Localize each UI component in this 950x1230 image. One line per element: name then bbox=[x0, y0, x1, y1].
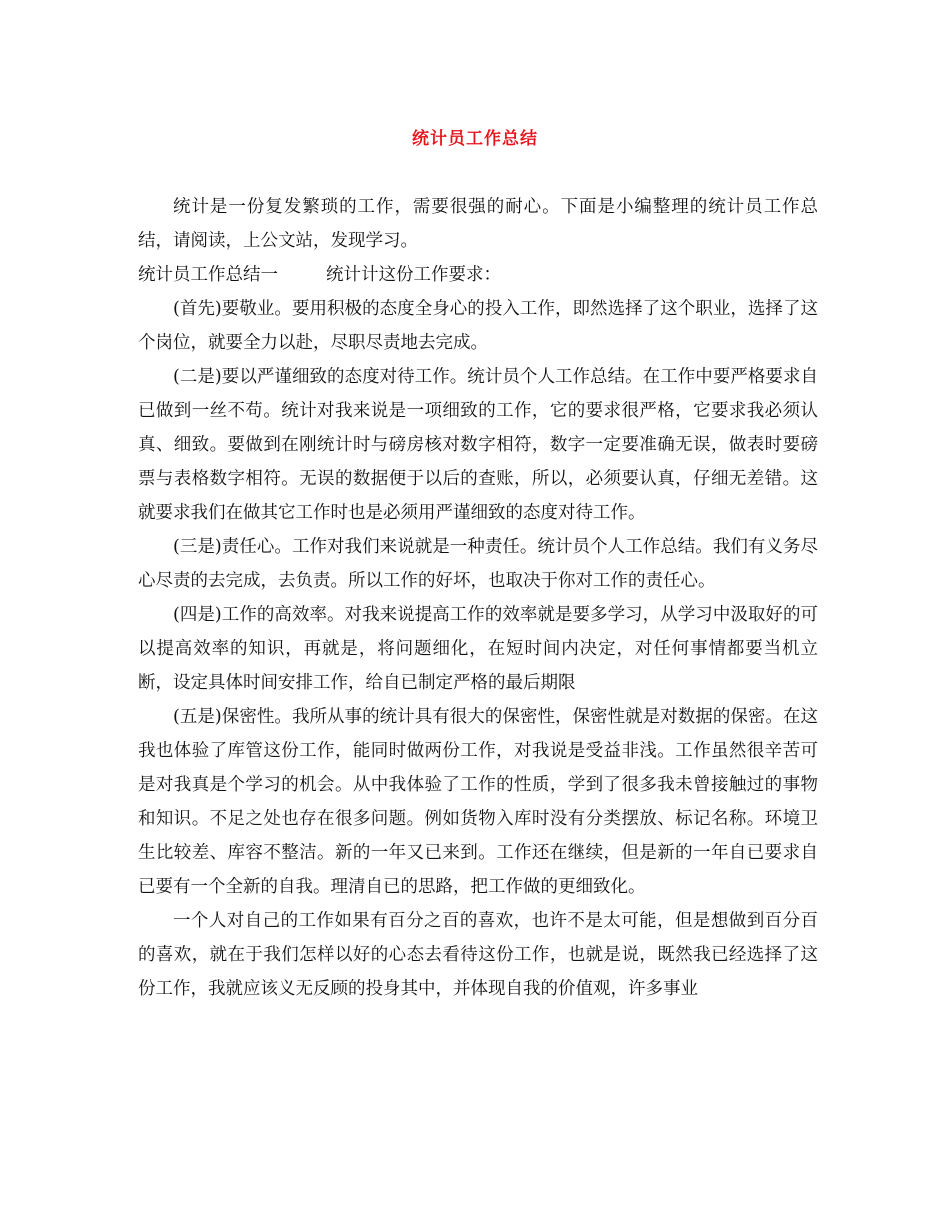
paragraph-third: (三是)责任心。工作对我们来说就是一种责任。统计员个人工作总结。我们有义务尽心尽责的去完成，去负责。所以工作的好坏，也取决于你对工作的责任心。 bbox=[138, 537, 818, 591]
document-title: 统计员工作总结 bbox=[412, 129, 538, 149]
section-heading: 统计员工作总结一 bbox=[138, 265, 278, 285]
paragraph-fifth: (五是)保密性。我所从事的统计具有很大的保密性，保密性就是对数据的保密。在这我也体验了库管这份工作，能同时做两份工作，对我说是受益非浅。工作虽然很辛苦可是对我真是个学习的机会。从中我体验了工作的性质，学到了很多我未曾接触过的事物和知识。不足之处也存在很多问题。例如货物入库时没有分类摆放、标记名称。环境卫生比较差、库容不整洁。新的一年又已来到。工作还在继续，但是新的一年自已要求自已要有一个全新的自我。理清自已的思路，把工作做的更细致化。 bbox=[138, 707, 818, 897]
intro-paragraph: 统计是一份复发繁琐的工作，需要很强的耐心。下面是小编整理的统计员工作总结，请阅读，上公文站，发现学习。 bbox=[138, 197, 818, 251]
section-heading-line bbox=[138, 258, 818, 292]
paragraph-closing: 一个人对自己的工作如果有百分之百的喜欢，也许不是太可能，但是想做到百分百的喜欢，就在于我们怎样以好的心态去看待这份工作，也就是说，既然我已经选择了这份工作，我就应该义无反顾的投身其中，并体现自我的价值观，许多事业 bbox=[138, 911, 818, 999]
paragraph-fourth: (四是)工作的高效率。对我来说提高工作的效率就是要多学习，从学习中汲取好的可以提高效率的知识，再就是，将问题细化，在短时间内决定，对任何事情都要当机立断，设定具体时间安排工作，给自已制定严格的最后期限 bbox=[138, 605, 818, 693]
paragraph-first: (首先)要敬业。要用积极的态度全身心的投入工作，即然选择了这个职业，选择了这个岗位，就要全力以赴，尽职尽责地去完成。 bbox=[138, 299, 818, 353]
section-lead: 统计计这份工作要求： bbox=[326, 265, 501, 285]
paragraph-second: (二是)要以严谨细致的态度对待工作。统计员个人工作总结。在工作中要严格要求自已做到一丝不苟。统计对我来说是一项细致的工作，它的要求很严格，它要求我必须认真、细致。要做到在刚统计时与磅房核对数字相符，数字一定要准确无误，做表时要磅票与表格数字相符。无误的数据便于以后的查账，所以，必须要认真，仔细无差错。这就要求我们在做其它工作时也是必须用严谨细致的态度对待工作。 bbox=[138, 367, 818, 523]
document-body bbox=[138, 190, 818, 1006]
